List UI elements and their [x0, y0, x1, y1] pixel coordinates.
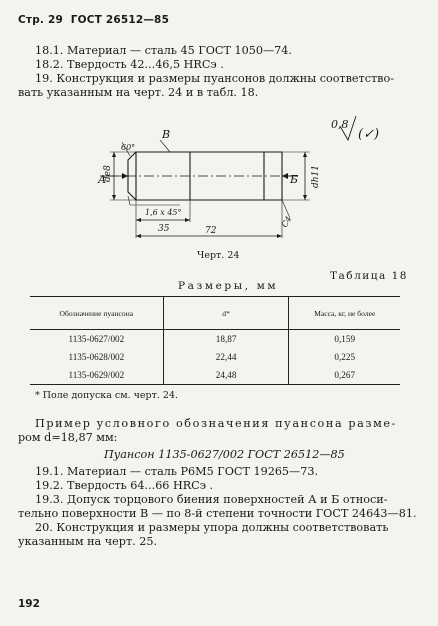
table-row — [30, 348, 400, 366]
dim-dh11-label: dh11 — [311, 164, 321, 188]
example-line1: Пример условного обозначения пуансона разме- — [35, 417, 398, 430]
cell-designation: 1135-0629/002 — [30, 366, 163, 385]
col-header: d* — [163, 297, 289, 330]
label-v: В — [162, 128, 171, 141]
label-b: Б — [290, 173, 299, 186]
arrow — [136, 218, 141, 222]
arrow — [136, 234, 141, 238]
arrow — [303, 195, 307, 200]
arrow — [112, 195, 116, 200]
cell-mass: 0,225 — [289, 348, 400, 366]
dim-35-label: 35 — [158, 224, 170, 234]
arrow — [282, 173, 288, 179]
cell-designation: 1135-0628/002 — [68, 352, 125, 362]
para-20-line1: 20. Конструкция и размеры упора должны соответствовать — [35, 521, 389, 534]
para-19-1: 19.1. Материал — сталь Р6М5 ГОСТ 19265—73. — [35, 465, 319, 478]
para-18-2: 18.2. Твердость 42...46,5 HRCэ . — [35, 58, 224, 71]
arrow — [112, 152, 116, 157]
page-ref: Стр. 29 — [18, 14, 63, 26]
para-18-1: 18.1. Материал — сталь 45 ГОСТ 1050—74. — [35, 44, 292, 57]
para-19-3-line1: 19.3. Допуск торцового биения поверхностей А и Б относи- — [35, 493, 388, 506]
angle-label: 60° — [121, 143, 136, 152]
cell-mass: 0,159 — [289, 330, 400, 349]
arrow — [303, 152, 307, 157]
example-designation: Пуансон 1135-0627/002 ГОСТ 26512—85 — [104, 448, 345, 461]
footnote: * Поле допуска см. черт. 24. — [35, 390, 179, 401]
arrow — [122, 173, 128, 179]
page-number: 192 — [18, 598, 40, 610]
example-line2: ром d=18,87 мм: — [18, 431, 118, 444]
punch-table — [30, 296, 400, 385]
roughness-value: 0,8 — [331, 118, 349, 131]
standard-ref: ГОСТ 26512—85 — [70, 14, 170, 26]
table-units: Размеры, мм — [178, 280, 279, 292]
para-19-line1: 19. Конструкция и размеры пуансонов должны соответство- — [35, 72, 394, 85]
c4-label: С4 — [279, 214, 294, 229]
table-row — [30, 330, 400, 349]
cell-mass: 0,267 — [289, 366, 400, 385]
chamfer-label: 1,6 x 45° — [145, 208, 182, 217]
table-title: Таблица 18 — [330, 270, 408, 282]
technical-drawing — [0, 0, 438, 260]
dim-de8-label: de8 — [103, 165, 113, 182]
para-19-line2: вать указанным на черт. 24 и в табл. 18. — [18, 86, 259, 99]
cell-d: 22,44 — [163, 348, 289, 366]
arrow — [185, 218, 190, 222]
col-header: Обозначение пуансона — [30, 297, 163, 330]
col-header: Масса, кг, не более — [289, 297, 400, 330]
figure-caption: Черт. 24 — [197, 250, 240, 261]
table-row — [30, 366, 400, 385]
cell-d: 18,87 — [163, 330, 289, 349]
cell-d: 24,48 — [163, 366, 289, 385]
label-a: А — [98, 173, 107, 186]
cell-designation: 1135-0627/002 — [68, 334, 125, 344]
arrow — [277, 234, 282, 238]
roughness-symbol: (✓) — [358, 127, 380, 142]
para-19-3-line2: тельно поверхности В — по 8-й степени точности ГОСТ 24643—81. — [18, 507, 417, 520]
para-20-line2: указанным на черт. 25. — [18, 535, 158, 548]
dim-72-label: 72 — [205, 226, 217, 236]
para-19-2: 19.2. Твердость 64...66 HRCэ . — [35, 479, 214, 492]
table-header-row — [30, 297, 400, 330]
